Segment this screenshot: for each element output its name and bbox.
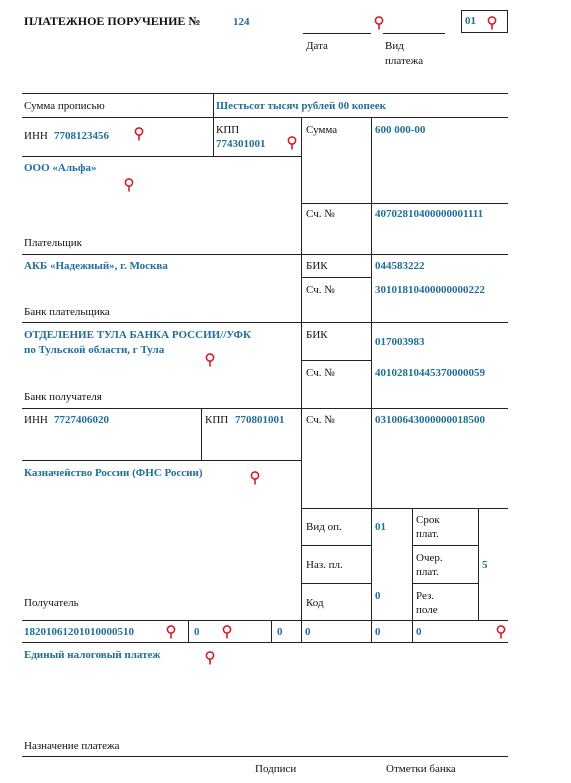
recipient-bank-account-label: Сч. № [306,367,335,379]
payer-bank-name: АКБ «Надежный», г. Москва [24,260,168,272]
recipient-account-value: 03100643000000018500 [375,414,485,426]
map-pin-icon[interactable] [123,178,135,192]
recipient-bank-name-line1: ОТДЕЛЕНИЕ ТУЛА БАНКА РОССИИ//УФК [24,329,251,341]
payer-bank-bik-value: 044583222 [375,260,425,272]
priority-label: Очер. [416,552,443,564]
document-number: 124 [233,16,250,28]
doc-number-value: 0 [375,626,381,638]
date-label: Дата [306,40,328,52]
signatures-label: Подписи [255,763,297,775]
payer-bank-account-label: Сч. № [306,284,335,296]
purpose-value: Единый налоговый платеж [24,649,161,661]
bank-marks-label: Отметки банка [386,763,456,775]
map-pin-icon[interactable] [495,625,507,639]
purpose-code-label: Наз. пл. [306,559,343,571]
recipient-name: Казначейство России (ФНС России) [24,467,203,479]
reserve-label-2: поле [416,604,438,616]
payer-bank-bik-label: БИК [306,260,328,272]
map-pin-icon[interactable] [204,353,216,367]
reserve-label: Рез. [416,590,435,602]
op-type-value: 01 [375,521,386,533]
recipient-kpp-value: 770801001 [235,414,285,426]
oktmo-value: 0 [194,626,200,638]
purpose-label: Назначение платежа [24,740,120,752]
amount-words-value: Шестьсот тысяч рублей 00 копеек [216,100,386,112]
recipient-bank-bik-label: БИК [306,329,328,341]
payer-account-value: 40702810400000001111 [375,208,484,220]
payment-type-label-2: платежа [385,55,424,67]
recipient-inn-value: 7727406020 [54,414,109,426]
sum-label: Сумма [306,124,338,136]
map-pin-icon[interactable] [165,625,177,639]
recipient-account-label: Сч. № [306,414,335,426]
payer-role-label: Плательщик [24,237,82,249]
map-pin-icon[interactable] [221,625,233,639]
priority-value: 5 [482,559,488,571]
map-pin-icon[interactable] [486,16,498,30]
recipient-role-label: Получатель [24,597,79,609]
recipient-bank-bik-value: 017003983 [375,336,425,348]
payer-account-label: Сч. № [306,208,335,220]
map-pin-icon[interactable] [373,16,385,30]
op-type-label: Вид оп. [306,521,342,533]
payer-inn-value: 7708123456 [54,130,109,142]
payer-bank-role-label: Банк плательщика [24,306,110,318]
priority-label-2: плат. [416,566,439,578]
recipient-bank-role-label: Банк получателя [24,391,102,403]
date-underline [303,33,371,34]
map-pin-icon[interactable] [204,651,216,665]
kbk-value: 18201061201010000510 [24,626,134,638]
doc-date-value: 0 [416,626,422,638]
deadline-label-2: плат. [416,528,439,540]
code-label: Код [306,597,324,609]
recipient-kpp-label: КПП [205,414,229,426]
period-value: 0 [305,626,311,638]
payer-kpp-value: 774301001 [216,138,266,150]
map-pin-icon[interactable] [133,127,145,141]
payer-bank-account-value: 30101810400000000222 [375,284,485,296]
recipient-bank-account-value: 40102810445370000059 [375,367,485,379]
document-title: ПЛАТЕЖНОЕ ПОРУЧЕНИЕ № [24,14,201,28]
payment-type-label: Вид [385,40,404,52]
amount-words-label: Сумма прописью [24,100,105,112]
recipient-inn-label: ИНН [24,414,48,426]
sum-value: 600 000-00 [375,124,426,136]
basis-value: 0 [277,626,283,638]
status-value: 01 [465,15,476,27]
payment-type-underline [383,33,445,34]
payer-name: ООО «Альфа» [24,162,97,174]
deadline-label: Срок [416,514,440,526]
payer-inn-label: ИНН [24,130,48,142]
code-value: 0 [375,590,381,602]
map-pin-icon[interactable] [286,136,298,150]
map-pin-icon[interactable] [249,471,261,485]
payer-kpp-label: КПП [216,124,240,136]
recipient-bank-name-line2: по Тульской области, г Тула [24,344,165,356]
